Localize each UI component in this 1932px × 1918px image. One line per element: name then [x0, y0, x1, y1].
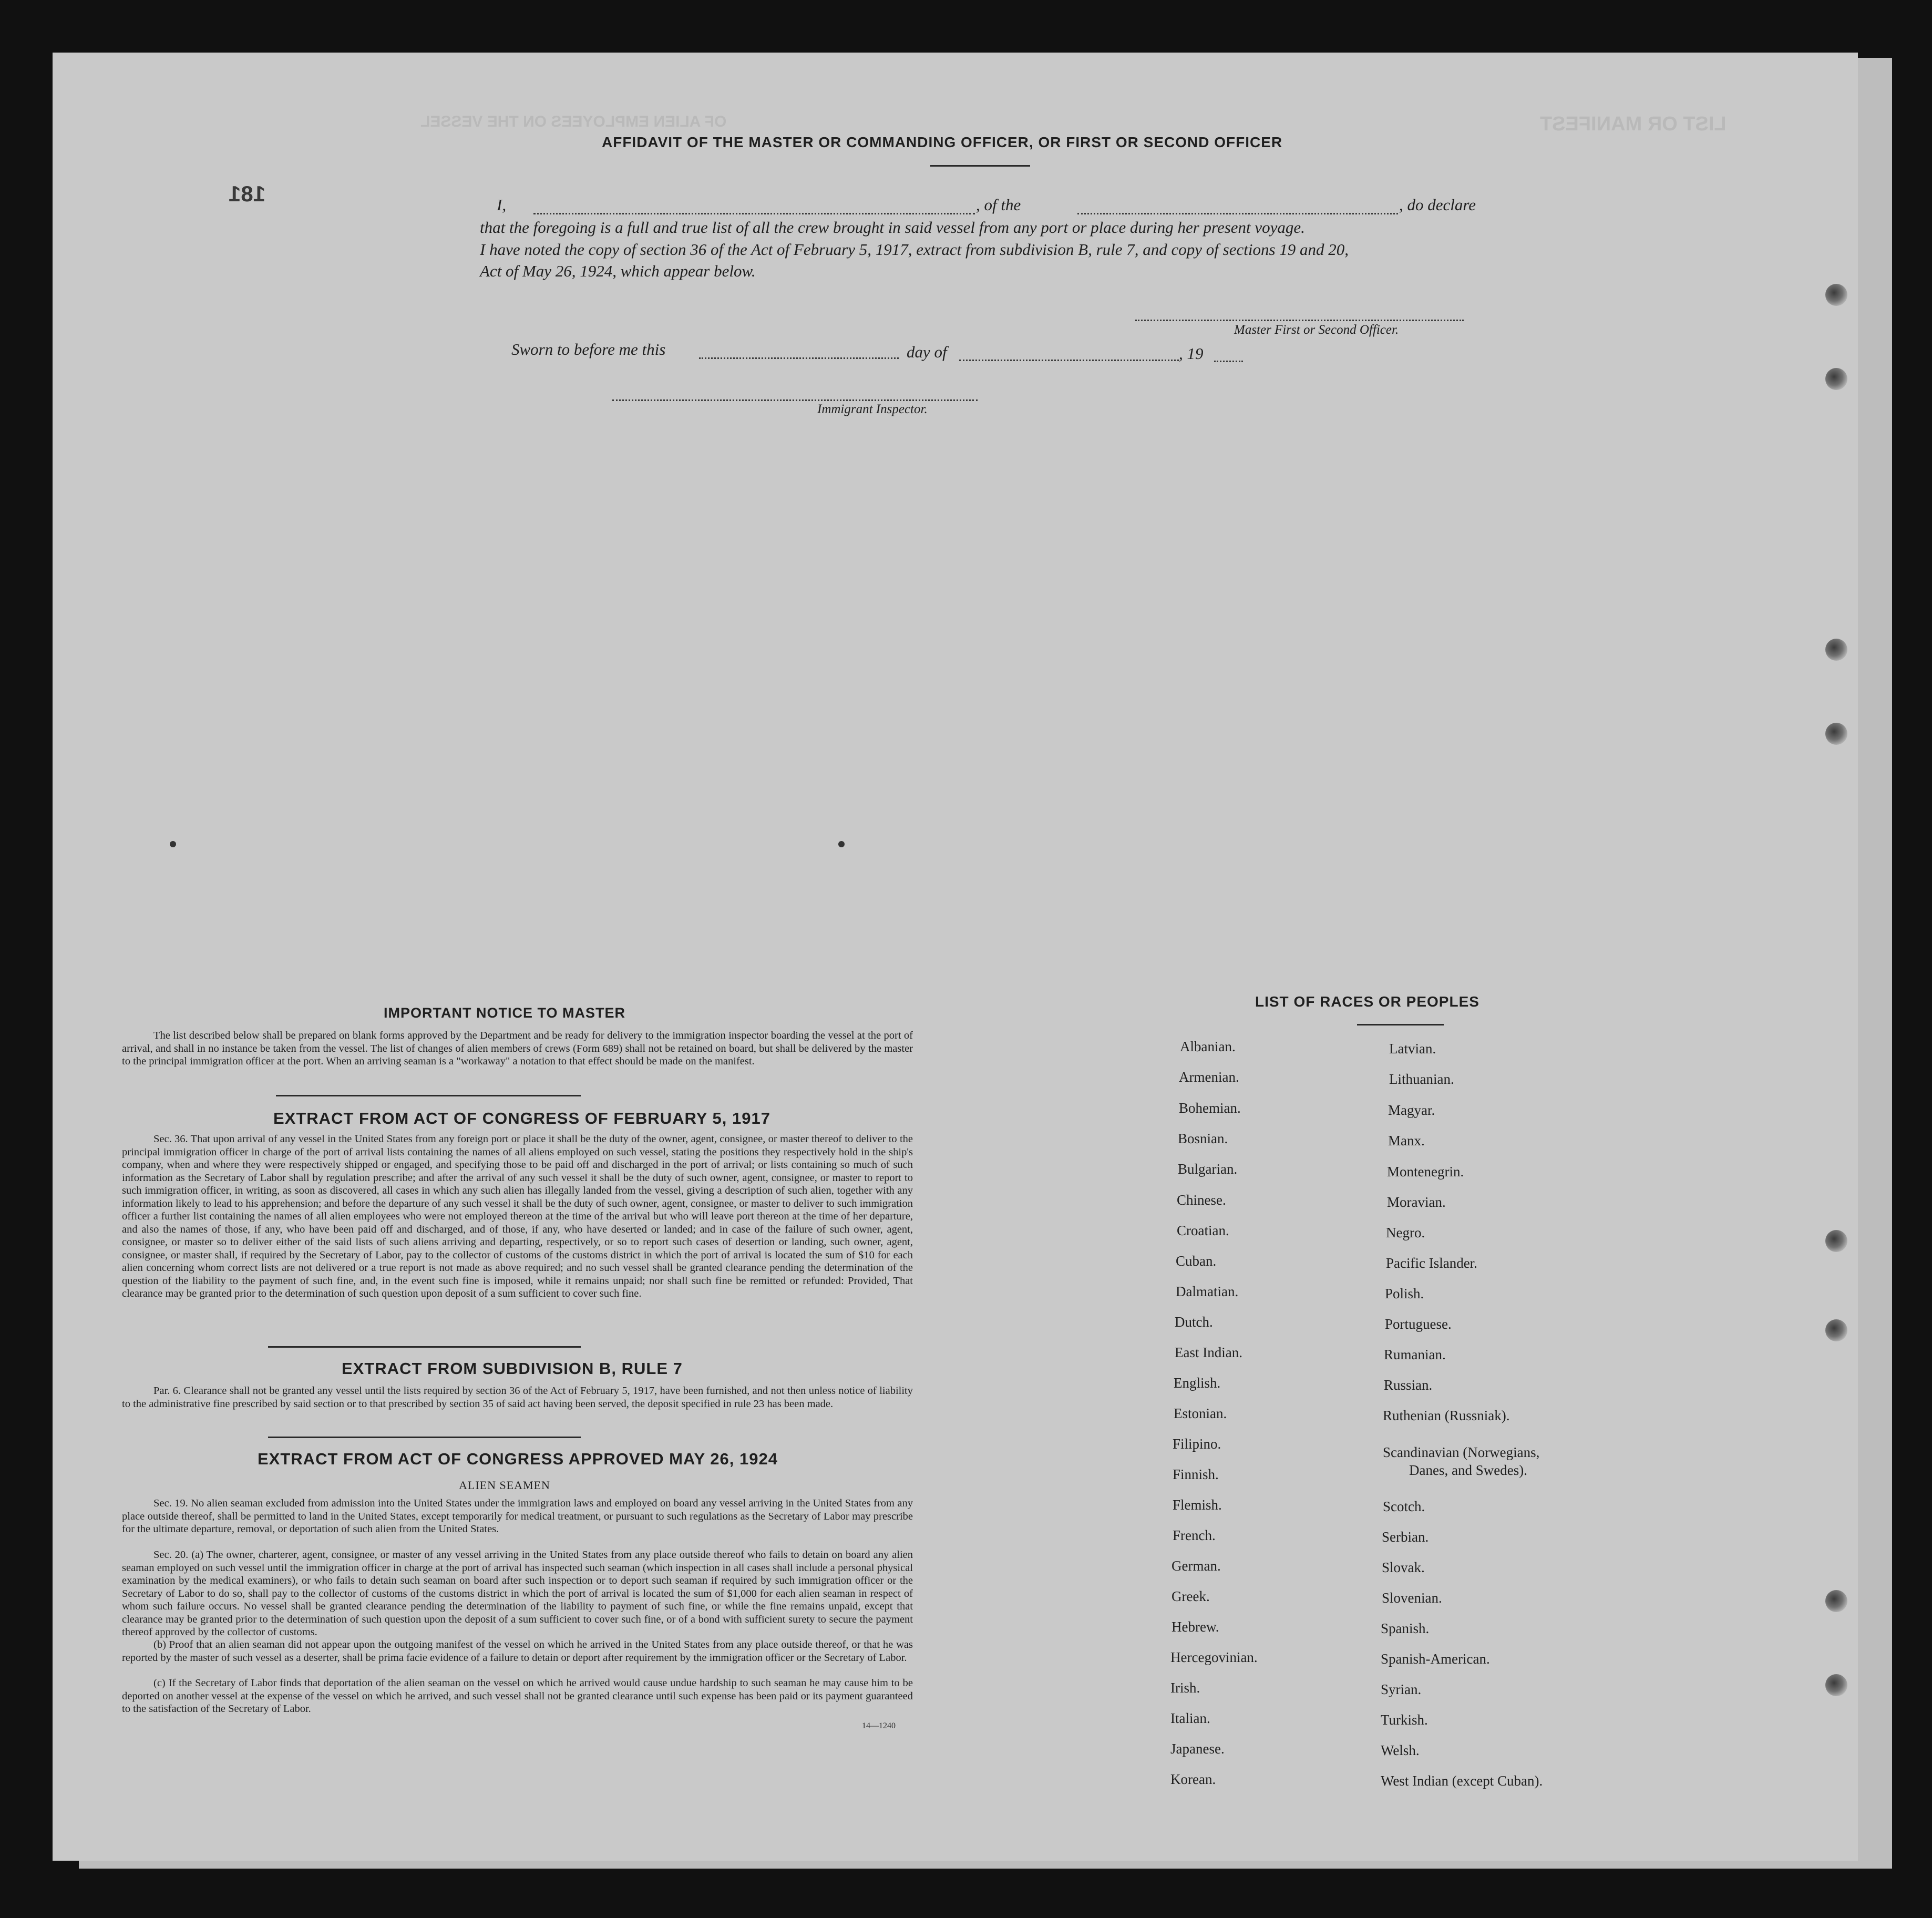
binder-hole [1825, 1590, 1847, 1612]
affidavit-divider [930, 165, 1030, 167]
form-number: 14—1240 [862, 1721, 896, 1730]
vessel-blank[interactable] [1077, 213, 1398, 214]
race-item: West Indian (except Cuban). [1381, 1773, 1543, 1789]
ink-speck [838, 841, 845, 847]
stamp-mark: 181 [229, 181, 266, 206]
race-item: Montenegrin. [1387, 1164, 1464, 1179]
sworn-day-blank[interactable] [699, 357, 899, 359]
binder-hole [1825, 639, 1847, 661]
binder-hole [1825, 723, 1847, 745]
bleed-through-text-2: OF ALIEN EMPLOYEES ON THE VESSEL [420, 113, 727, 130]
race-item: Finnish. [1173, 1466, 1219, 1482]
race-item: Armenian. [1179, 1069, 1239, 1085]
affidavit-line1-mid: , of the [976, 196, 1021, 214]
sworn-year-blank[interactable] [1214, 361, 1243, 362]
race-item: Bulgarian. [1178, 1161, 1238, 1177]
race-item: Cuban. [1176, 1253, 1217, 1269]
extract-1917-text: Sec. 36. That upon arrival of any vessel in the United States from any foreign port or place it shall be the duty of the owner, agent, consignee, or master thereof to deliver to the principal immigration officer in charge of the port of arrival lists containing the names of all aliens employed on such vessel, stating the positions they respectively hold in the ship's company, when and where they were respectively shipped or engaged, and specifying those to be paid off and discharged in the port of arrival; or lists containing so much of such information as the Secretary of Labor shall by regulation prescribe; and after the arrival of any such vessel it shall be the duty of such owner, agent, consignee, or master to report to such immigration officer, in writing, as soon as discovered, all cases in which any such alien has illegally landed from the vessel, giving a description of such alien, together with any information likely to lead to his apprehension; and before the departure of any such vessel it shall be the duty of such owner, agent, consignee, or master to deliver to such immigration officer a further list containing the names of all alien employees who were not employed thereon at the time of the arrival but who will leave port thereon at the time of her departure, and also the names of those, if any, who have been paid off and discharged, and of those, if any, who have deserted or landed; and in case of the failure of such owner, agent, consignee, or master so to deliver either of the said lists of such aliens arriving and departing, respectively, or so to report such cases of desertion or landing, such owner, agent, consignee, or master shall, if required by the Secretary of Labor, pay to the collector of customs of the customs district in which the port of arrival is located the sum of $10 for each alien concerning whom correct lists are not delivered or a true report is not made as above required; and no such vessel shall be granted clearance pending the determination of the question of the liability to the payment of such fine, and, in the event such fine is imposed, while it remains unpaid; nor shall such fine be remitted or refunded: Provided, That clearance may be granted prior to the determination of such question upon deposit of a sum sufficient to cover such fine. [122, 1133, 913, 1299]
race-item: Spanish. [1381, 1620, 1430, 1636]
races-title: LIST OF RACES OR PEOPLES [1255, 993, 1479, 1010]
sec20a-text: Sec. 20. (a) The owner, charterer, agent, consignee, or master of any vessel arriving in the United States from any place outside thereof who fails to detain on board any alien seaman employed on such vessel until the immigration officer in charge at the port of arrival has inspected such seaman (which inspection in all cases shall include a personal physical examination by the medical examiners), or who fails to detain such seaman on board after such inspection or to deport such seaman if required by such immigration officer or the Secretary of Labor to do so, shall pay to the collector of customs of the customs district in which the port of arrival is located the sum of $1,000 for each alien seaman in respect of whom such failure occurs. No vessel shall be granted clearance pending the determination of the liability to payment of such fine, or while the fine remains unpaid, except that clearance may be granted prior to the determination of such question upon the deposit of a sum sufficient to cover such fine, or of a bond with sufficient surety to secure the payment thereof approved by the collector of customs. [122, 1549, 913, 1638]
race-item: Dutch. [1175, 1314, 1213, 1330]
inspector-label: Immigrant Inspector. [817, 402, 928, 416]
race-item: Moravian. [1387, 1194, 1446, 1210]
race-item: Magyar. [1388, 1102, 1435, 1118]
race-item: Japanese. [1170, 1741, 1225, 1757]
race-item: Bosnian. [1178, 1131, 1228, 1146]
race-item: Latvian. [1389, 1041, 1436, 1057]
race-item: Italian. [1170, 1710, 1210, 1726]
race-item: Albanian. [1180, 1039, 1236, 1054]
race-item: Bohemian. [1179, 1100, 1241, 1116]
inspector-signature-line[interactable] [612, 399, 978, 401]
ink-speck [170, 841, 176, 847]
race-item: French. [1173, 1527, 1216, 1543]
notice-divider [276, 1095, 581, 1096]
race-item: Scotch. [1383, 1499, 1425, 1514]
extract-1917-title: EXTRACT FROM ACT OF CONGRESS OF FEBRUARY 5, 1917 [273, 1109, 770, 1127]
binder-hole [1825, 1319, 1847, 1341]
rule7-divider [268, 1437, 581, 1438]
name-blank[interactable] [533, 213, 975, 214]
race-item: Lithuanian. [1389, 1071, 1454, 1087]
race-item: Pacific Islander. [1386, 1255, 1477, 1271]
race-item: Spanish-American. [1381, 1651, 1490, 1667]
sworn-month-blank[interactable] [959, 360, 1179, 361]
master-signature-line[interactable] [1135, 320, 1464, 321]
race-item: Welsh. [1381, 1742, 1420, 1758]
race-item: Manx. [1388, 1133, 1425, 1148]
race-item: German. [1171, 1558, 1221, 1574]
sworn-prefix: Sworn to before me this [511, 340, 666, 358]
sworn-day-label: day of [907, 343, 947, 361]
race-item: Syrian. [1381, 1681, 1422, 1697]
notice-title: IMPORTANT NOTICE TO MASTER [384, 1005, 625, 1021]
affidavit-line3: I have noted the copy of section 36 of the Act of February 5, 1917, extract from subdivision B, rule 7, and copy of sections 19 and 20, [480, 240, 1349, 259]
affidavit-title: AFFIDAVIT OF THE MASTER OR COMMANDING OFFICER, OR FIRST OR SECOND OFFICER [602, 134, 1283, 150]
race-item: Slovak. [1382, 1560, 1425, 1575]
sec20b-text: (b) Proof that an alien seaman did not appear upon the outgoing manifest of the vessel on which he arrived in the United States from any place outside thereof, or that he was reported by the master of such vessel as a deserter, shall be prima facie evidence of a failure to detain or deport after requirement by the immigration officer or the Secretary of Labor. [122, 1639, 913, 1664]
race-item: Greek. [1171, 1588, 1210, 1604]
bleed-through-text: LIST OR MANIFEST [1540, 113, 1727, 135]
race-item: Serbian. [1382, 1529, 1429, 1545]
race-item: Croatian. [1177, 1223, 1229, 1238]
races-divider [1357, 1024, 1444, 1025]
race-item: Portuguese. [1385, 1316, 1452, 1332]
race-item: Flemish. [1173, 1497, 1222, 1513]
race-item: Slovenian. [1382, 1590, 1442, 1606]
race-item: Hercegovinian. [1170, 1649, 1258, 1665]
affidavit-line4: Act of May 26, 1924, which appear below. [480, 262, 756, 280]
race-item: Hebrew. [1171, 1619, 1219, 1635]
master-label: Master First or Second Officer. [1234, 323, 1399, 337]
sec19-text: Sec. 19. No alien seaman excluded from admission into the United States under the immigration laws and employed on board any vessel arriving in the United States from any place outside thereof, shall be permitted to land in the United States, except temporarily for medical treatment, or pursuant to such regulations as the Secretary of Labor may prescribe for the ultimate departure, removal, or deportation of such alien from the United States. [122, 1498, 913, 1535]
binder-hole [1825, 1230, 1847, 1252]
race-item: Filipino. [1173, 1436, 1221, 1452]
race-item: Korean. [1170, 1771, 1216, 1787]
binder-hole [1825, 368, 1847, 390]
extract-1924-title: EXTRACT FROM ACT OF CONGRESS APPROVED MAY 26, 1924 [258, 1450, 778, 1468]
affidavit-line2: that the foregoing is a full and true list of all the crew brought in said vessel from any port or place during her present voyage. [480, 218, 1305, 237]
race-item: Scandinavian (Norwegians, [1383, 1444, 1540, 1460]
affidavit-line1-start: I, [497, 196, 507, 214]
race-item: Estonian. [1174, 1406, 1227, 1421]
race-item: Irish. [1170, 1680, 1200, 1696]
race-item: Rumanian. [1384, 1347, 1446, 1362]
race-item: Turkish. [1381, 1712, 1428, 1728]
extract-1917-divider [268, 1346, 581, 1348]
race-item: Chinese. [1177, 1192, 1226, 1208]
race-item: Russian. [1384, 1377, 1433, 1393]
sec20c-text: (c) If the Secretary of Labor finds that deportation of the alien seaman on the vessel on which he arrived would cause undue hardship to such seaman he may cause him to be deported on another vessel at the expense of the vessel on which he arrived, and such vessel shall not be granted clearance until such expense has been paid or its payment guaranteed to the satisfaction of the Secretary of Labor. [122, 1677, 913, 1715]
race-item: Negro. [1386, 1225, 1425, 1240]
race-item: Ruthenian (Russniak). [1383, 1408, 1510, 1423]
binder-hole [1825, 1674, 1847, 1696]
race-item: Danes, and Swedes). [1409, 1462, 1527, 1478]
alien-seamen-subtitle: ALIEN SEAMEN [459, 1479, 550, 1492]
rule7-text: Par. 6. Clearance shall not be granted any vessel until the lists required by section 36 of the Act of February 5, 1917, have been furnished, and not then unless notice of liability to the administrative fine prescribed by said section or to that prescribed by section 35 of said act having been served, the deposit specified in rule 23 has been made. [122, 1385, 913, 1410]
affidavit-line1-end: , do declare [1399, 196, 1476, 214]
binder-hole [1825, 284, 1847, 306]
rule7-title: EXTRACT FROM SUBDIVISION B, RULE 7 [342, 1359, 683, 1378]
race-item: Polish. [1385, 1286, 1424, 1301]
notice-text: The list described below shall be prepared on blank forms approved by the Department and be ready for delivery to the immigration inspector boarding the vessel at the port of arrival, and shall in no instance be taken from the vessel. The list of changes of alien members of crews (Form 689) shall not be retained on board, but shall be delivered by the master to the principal immigration officer at the port. When an arriving seaman is a "workaway" a notation to that effect should be made on the manifest. [122, 1030, 913, 1067]
race-item: English. [1174, 1375, 1221, 1391]
sworn-year: , 19 [1179, 344, 1204, 363]
race-item: East Indian. [1175, 1345, 1242, 1360]
race-item: Dalmatian. [1176, 1284, 1239, 1299]
